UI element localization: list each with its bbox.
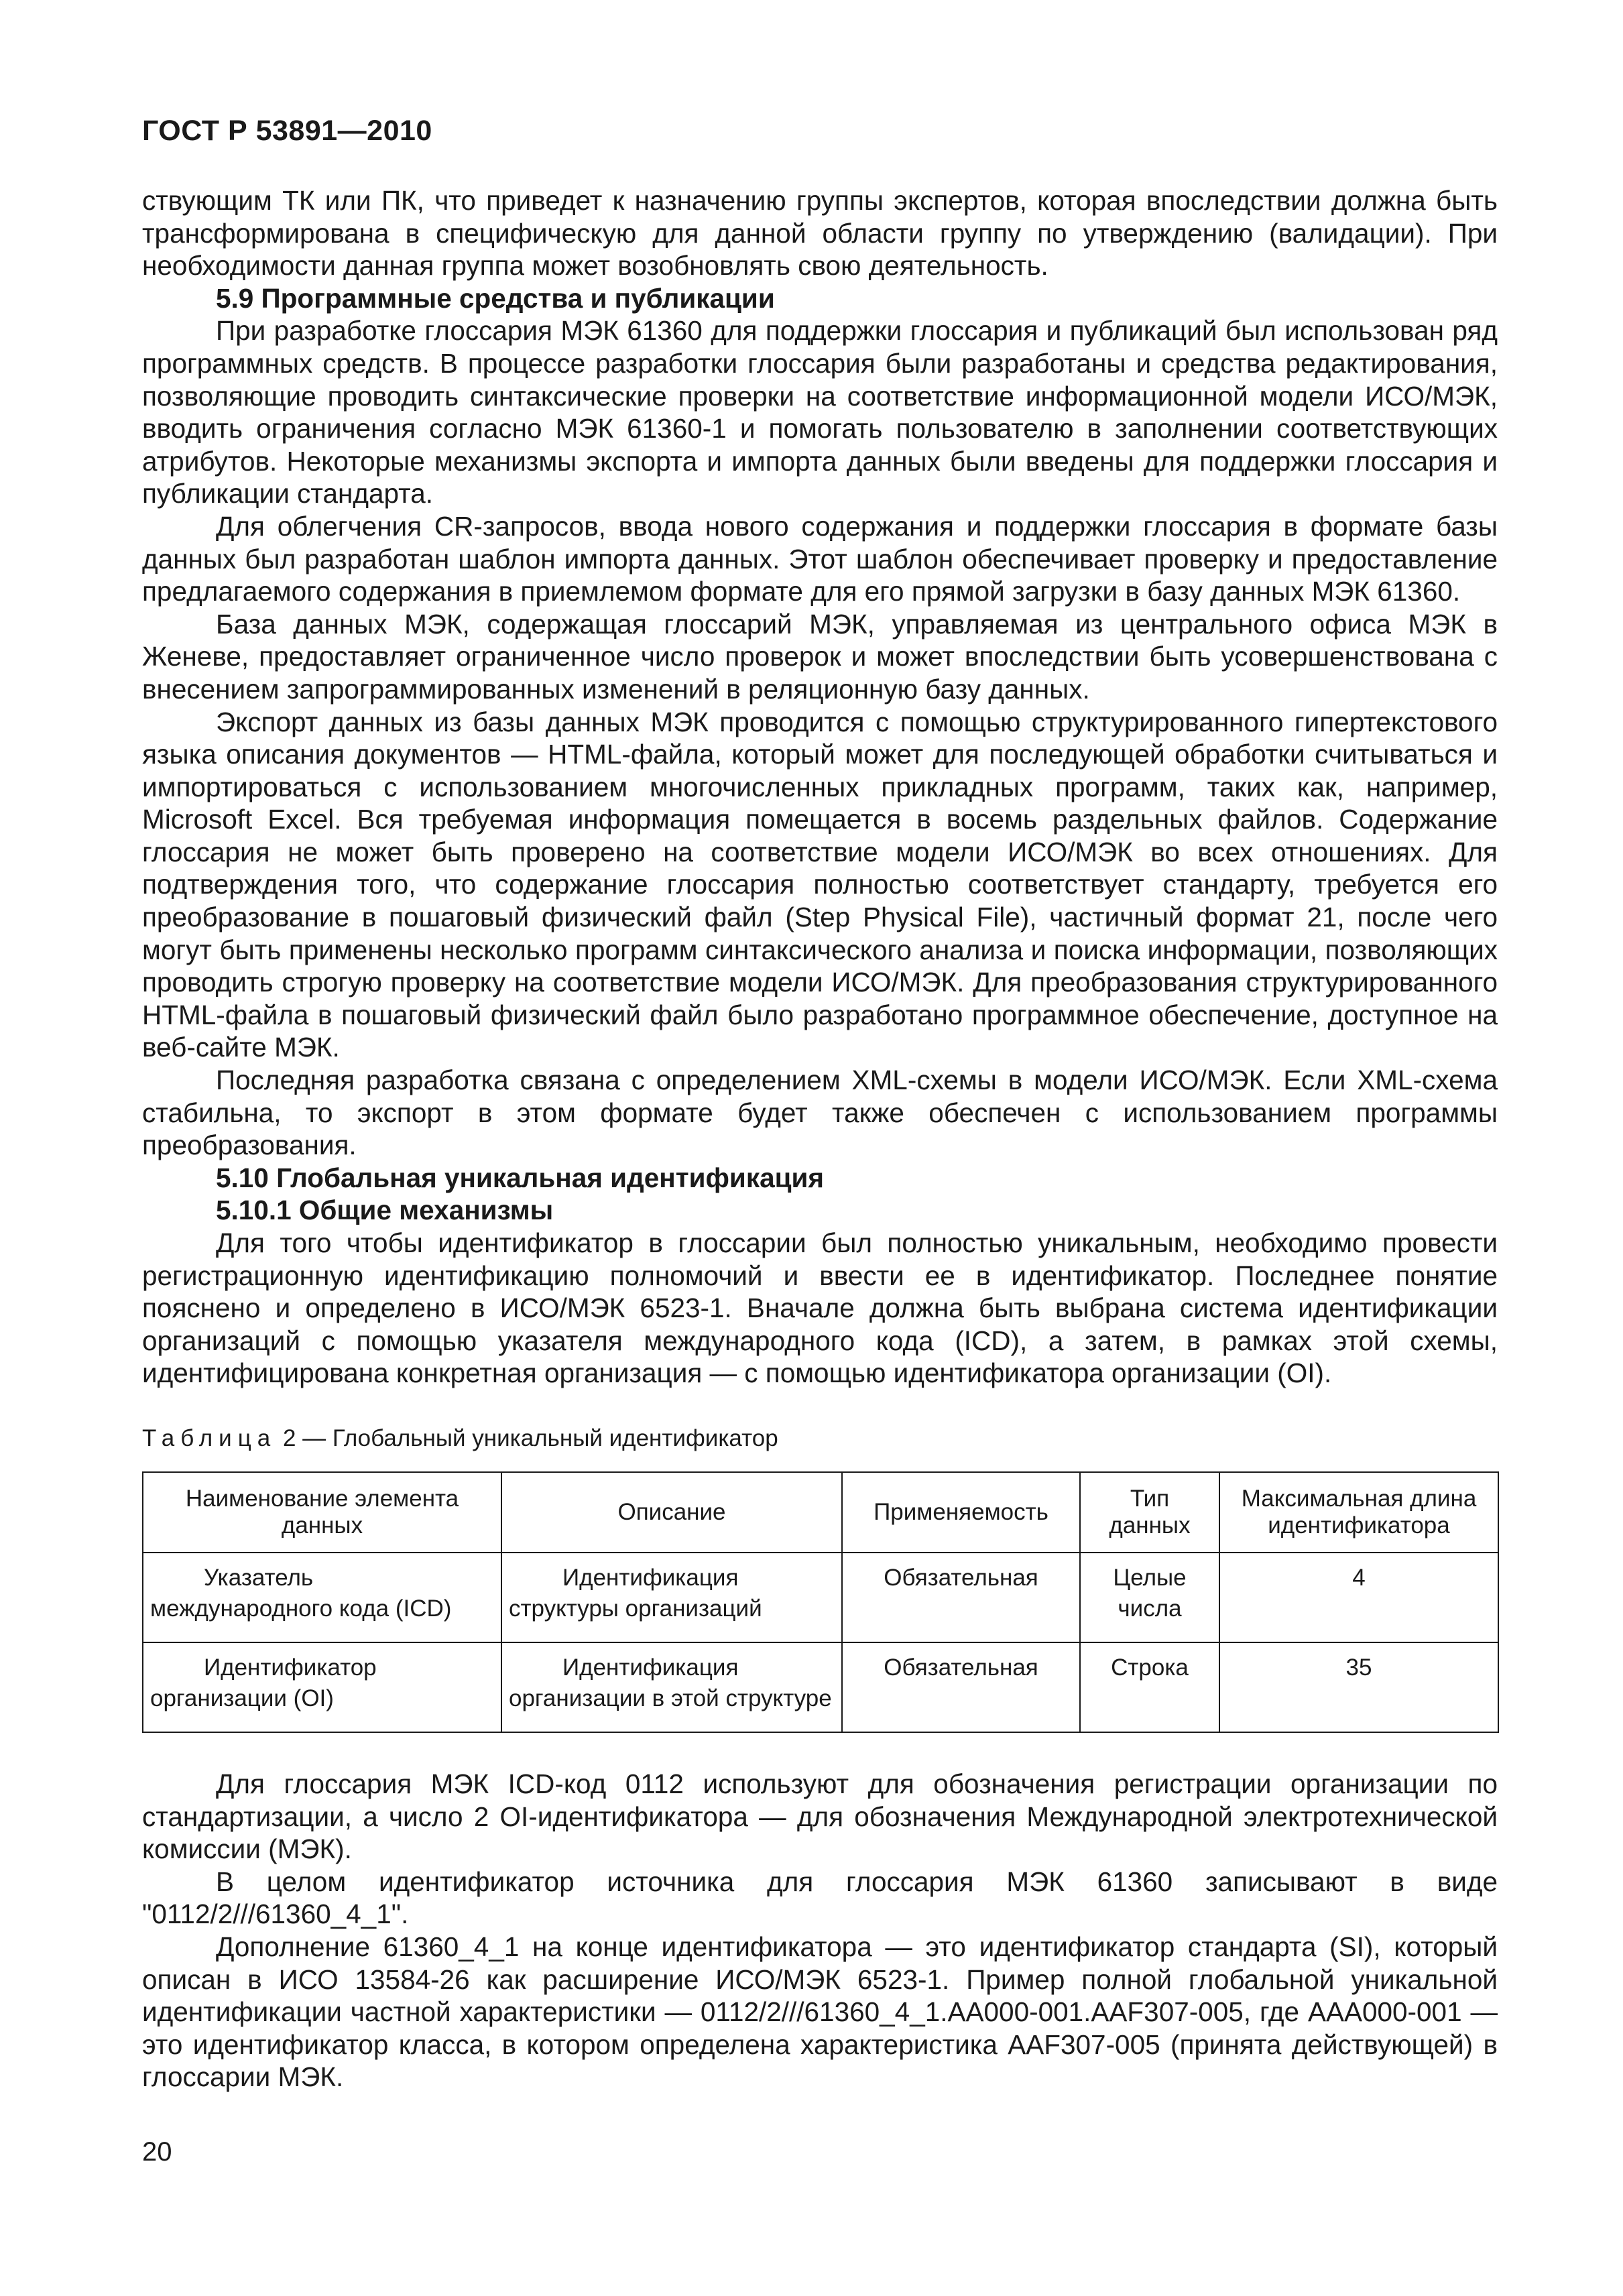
column-header: Тип данных	[1080, 1472, 1219, 1553]
document-page	[142, 114, 1498, 2094]
table-cell: Идентификатор организации (OI)	[143, 1642, 501, 1732]
paragraph: ствующим ТК или ПК, что приведет к назначению группы экспертов, которая впоследствии должна быть трансформирована в специфическую для данной области группу по утверждению (валидации). При необходимости данная группа может возобновлять свою деятельность.	[142, 185, 1498, 282]
section-heading: 5.10.1 Общие механизмы	[216, 1195, 554, 1226]
column-header: Применяемость	[842, 1472, 1080, 1553]
table-header-row	[143, 1472, 1498, 1553]
paragraph: Для того чтобы идентификатор в глоссарии был полностью уникальным, необходимо провести регистрационную идентификацию полномочий и ввести ее в идентификатор. Последнее понятие пояснено и определено в ИСО/МЭК 6523-1. Вначале должна быть выбрана система идентификации организаций с помощью указателя международного кода (ICD), а затем, в рамках этой схемы, идентифицирована конкретная организация — с помощью идентификатора организации (OI).	[142, 1227, 1498, 1389]
standard-header: ГОСТ Р 53891—2010	[142, 115, 432, 147]
table-cell: 35	[1219, 1642, 1498, 1732]
column-header: Максимальная длина идентификатора	[1219, 1472, 1498, 1553]
table-cell: Обязательная	[842, 1642, 1080, 1732]
body-after-table	[142, 1768, 1498, 2094]
table-cell: Строка	[1080, 1642, 1219, 1732]
paragraph: Для глоссария МЭК ICD-код 0112 используют для обозначения регистрации организации по стандартизации, а число 2 OI-идентификатора — для обозначения Международной электротехнической комиссии (МЭК).	[142, 1768, 1498, 1865]
identifier-table	[142, 1471, 1499, 1733]
paragraph: Экспорт данных из базы данных МЭК проводится с помощью структурированного гипертекстового языка описания документов — HTML-файла, который может для последующей обработки считываться и импортироваться с использованием многочисленных прикладных программ, таких как, например, Microsoft Excel. Вся требуемая информация помещается в восемь раздельных файлов. Содержание глоссария не может быть проверено на соответствие модели ИСО/МЭК во всех отношениях. Для подтверждения того, что содержание глоссария полностью соответствует стандарту, требуется его преобразование в пошаговый физический файл (Step Physical File), частичный формат 21, после чего могут быть применены несколько программ синтаксического анализа и поиска информации, позволяющих проводить строгую проверку на соответствие модели ИСО/МЭК. Для преобразования структурированного HTML-файла в пошаговый физический файл было разработано программное обеспечение, доступное на веб-сайте МЭК.	[142, 706, 1498, 1063]
column-header: Наименование элемента данных	[143, 1472, 501, 1553]
body-before-table	[142, 184, 1498, 1390]
table-row	[143, 1642, 1498, 1732]
table-caption-text: 2 — Глобальный уникальный идентификатор	[282, 1425, 778, 1451]
table-cell: 4	[1219, 1553, 1498, 1642]
paragraph: При разработке глоссария МЭК 61360 для поддержки глоссария и публикаций был использован ряд программных средств. В процессе разработки глоссария были разработаны и средства редактирования, позволяющие проводить синтаксические проверки на соответствие информационной модели ИСО/МЭК, вводить ограничения согласно МЭК 61360-1 и помогать пользователю в заполнении соответствующих атрибутов. Некоторые механизмы экспорта и импорта данных были введены для поддержки глоссария и публикации стандарта.	[142, 315, 1498, 509]
paragraph: В целом идентификатор источника для глоссария МЭК 61360 записывают в виде "0112/2///61360_4_1".	[142, 1866, 1498, 1930]
table-cell: Указатель международного кода (ICD)	[143, 1553, 501, 1642]
table-cell: Идентификация организации в этой структуре	[501, 1642, 842, 1732]
paragraph: Для облегчения CR-запросов, ввода нового содержания и поддержки глоссария в формате базы данных был разработан шаблон импорта данных. Этот шаблон обеспечивает проверку и предоставление предлагаемого содержания в приемлемом формате для его прямой загрузки в базу данных МЭК 61360.	[142, 510, 1498, 607]
paragraph: Дополнение 61360_4_1 на конце идентификатора — это идентификатор стандарта (SI), который описан в ИСО 13584-26 как расширение ИСО/МЭК 6523-1. Пример полной глобальной уникальной идентификации частной характеристики — 0112/2///61360_4_1.AA000-001.AAF307-005, где AAA000-001 — это идентификатор класса, в котором определена характеристика AAF307-005 (принята действующей) в глоссарии МЭК.	[142, 1931, 1498, 2093]
paragraph: База данных МЭК, содержащая глоссарий МЭК, управляемая из центрального офиса МЭК в Женеве, предоставляет ограниченное число проверок и может впоследствии быть усовершенствована с внесением запрограммированных изменений в реляционную базу данных.	[142, 608, 1498, 705]
section-heading: 5.10 Глобальная уникальная идентификация	[216, 1162, 825, 1193]
column-header: Описание	[501, 1472, 842, 1553]
section-heading: 5.9 Программные средства и публикации	[216, 282, 775, 314]
table-cell: Идентификация структуры организаций	[501, 1553, 842, 1642]
page-number: 20	[142, 2137, 172, 2167]
table-cell: Обязательная	[842, 1553, 1080, 1642]
table-caption	[142, 1425, 1498, 1453]
table-caption-label: Таблица	[142, 1425, 277, 1451]
paragraph: Последняя разработка связана с определением XML-схемы в модели ИСО/МЭК. Если XML-схема стабильна, то экспорт в этом формате будет также обеспечен с использованием программы преобразования.	[142, 1065, 1498, 1161]
table-cell: Целые числа	[1080, 1553, 1219, 1642]
table-row	[143, 1553, 1498, 1642]
